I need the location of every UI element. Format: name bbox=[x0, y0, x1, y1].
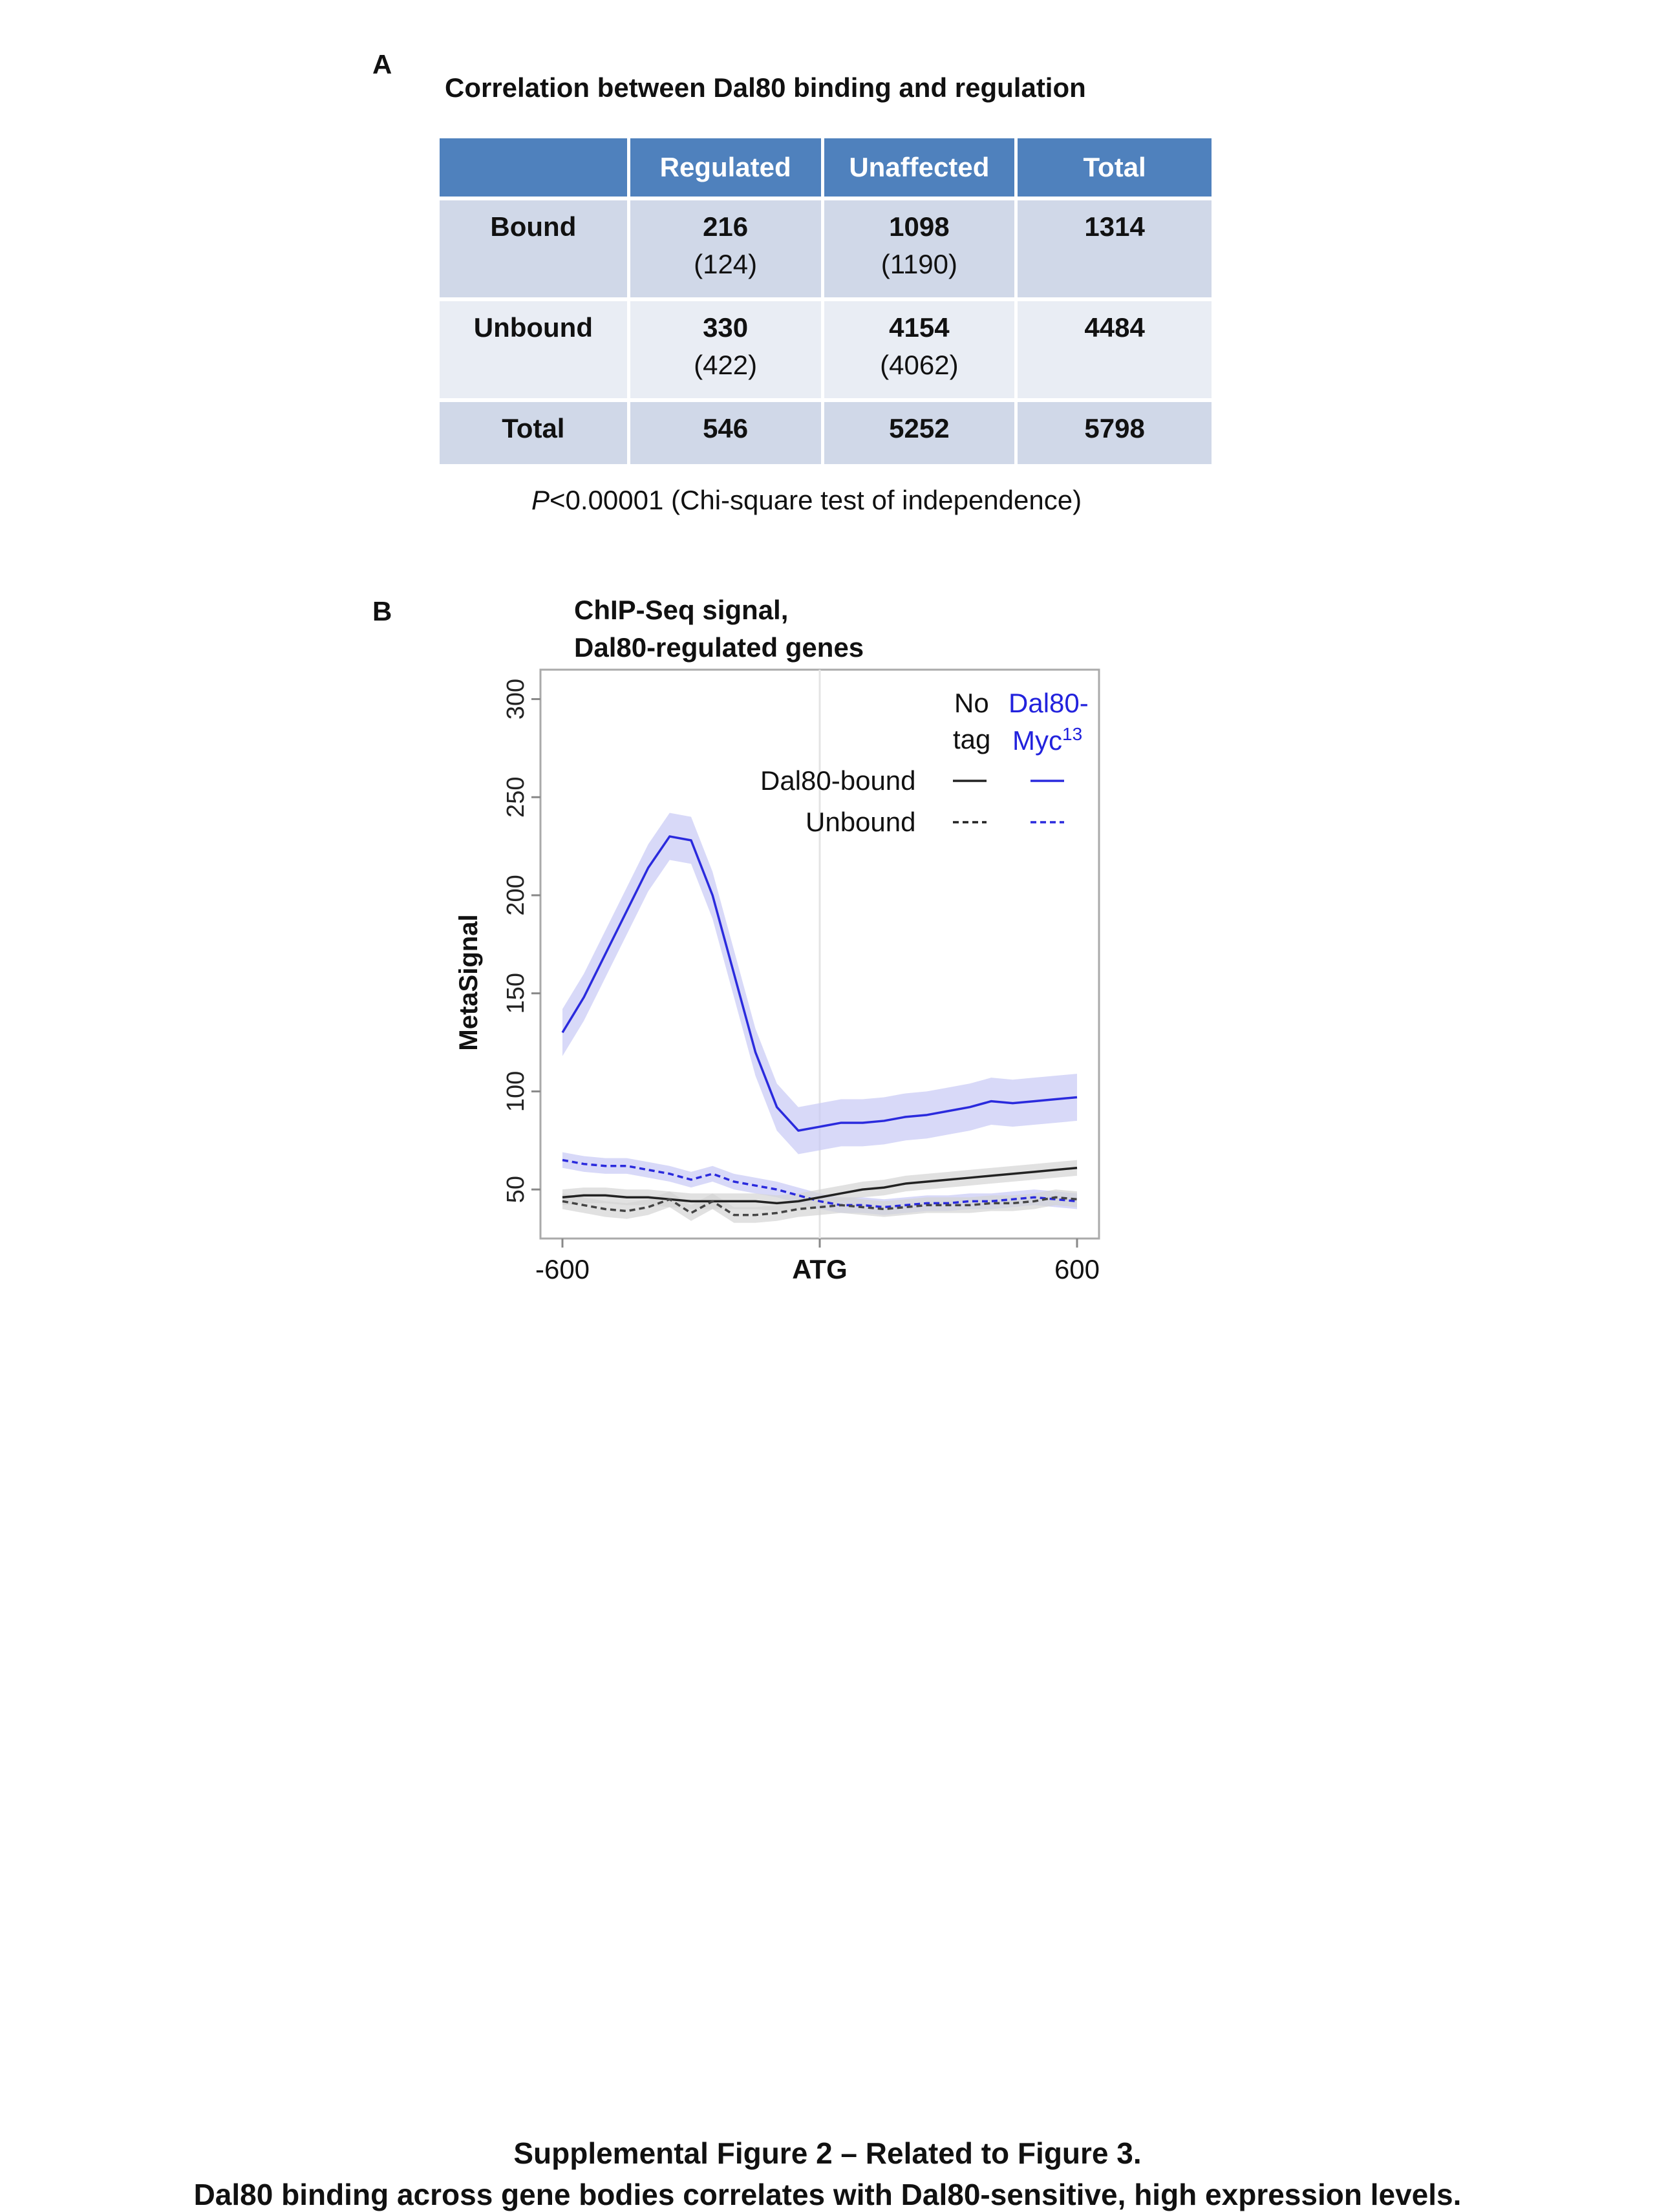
y-tick-label: 200 bbox=[502, 875, 529, 916]
row-label: Unbound bbox=[440, 301, 630, 398]
p-symbol: P bbox=[531, 485, 550, 515]
row-label: Bound bbox=[440, 200, 630, 297]
panel-a-letter: A bbox=[372, 49, 392, 80]
legend-myc-superscript: 13 bbox=[1062, 724, 1083, 744]
legend-row-unbound: Unbound bbox=[806, 807, 916, 837]
p-value-text: <0.00001 (Chi-square test of independence) bbox=[550, 485, 1082, 515]
legend-myc-text: Myc bbox=[1012, 725, 1062, 756]
observed-count: 330 bbox=[703, 312, 749, 343]
y-tick-label: 300 bbox=[502, 678, 529, 720]
figure-caption-line1: Supplemental Figure 2 – Related to Figure 3. bbox=[513, 2136, 1142, 2170]
expected-count: (422) bbox=[694, 350, 758, 380]
expected-count: (4062) bbox=[880, 350, 959, 380]
row-label: Total bbox=[440, 402, 630, 464]
figure-caption-line2: Dal80 binding across gene bodies correlates with Dal80-sensitive, high expression levels. bbox=[193, 2178, 1462, 2211]
panel-b-letter: B bbox=[372, 596, 392, 626]
chart-title-line1: ChIP-Seq signal, bbox=[574, 595, 789, 625]
y-tick-label: 50 bbox=[502, 1175, 529, 1204]
header-regulated: Regulated bbox=[630, 138, 824, 197]
x-tick-label: -600 bbox=[535, 1254, 590, 1284]
expected-count: (1190) bbox=[881, 249, 958, 279]
y-tick-label: 250 bbox=[502, 776, 529, 818]
row-total: 4484 bbox=[1084, 312, 1145, 343]
expected-count: (124) bbox=[694, 249, 758, 279]
y-tick-label: 150 bbox=[502, 972, 529, 1014]
legend-col-myc-line2 bbox=[1012, 724, 1082, 756]
header-unaffected: Unaffected bbox=[824, 138, 1018, 197]
legend-col-myc-line1: Dal80- bbox=[1009, 688, 1089, 718]
chart-title-line2: Dal80-regulated genes bbox=[574, 632, 864, 663]
table-title: Correlation between Dal80 binding and regulation bbox=[445, 72, 1086, 103]
observed-count: 1098 bbox=[889, 211, 950, 242]
row-total: 1314 bbox=[1084, 211, 1145, 242]
x-tick-label: 600 bbox=[1054, 1254, 1100, 1284]
header-total: Total bbox=[1018, 138, 1212, 197]
legend-col-notag-line1: No bbox=[954, 688, 989, 718]
y-axis-label: MetaSignal bbox=[454, 914, 483, 1051]
grand-total: 5798 bbox=[1084, 413, 1145, 443]
observed-count: 4154 bbox=[889, 312, 950, 343]
observed-count: 216 bbox=[703, 211, 749, 242]
legend-row-bound: Dal80-bound bbox=[760, 765, 916, 796]
legend-col-notag-line2: tag bbox=[953, 724, 991, 754]
column-total: 546 bbox=[703, 413, 749, 443]
y-tick-label: 100 bbox=[502, 1070, 529, 1112]
x-tick-label: ATG bbox=[792, 1254, 848, 1284]
column-total: 5252 bbox=[889, 413, 950, 443]
